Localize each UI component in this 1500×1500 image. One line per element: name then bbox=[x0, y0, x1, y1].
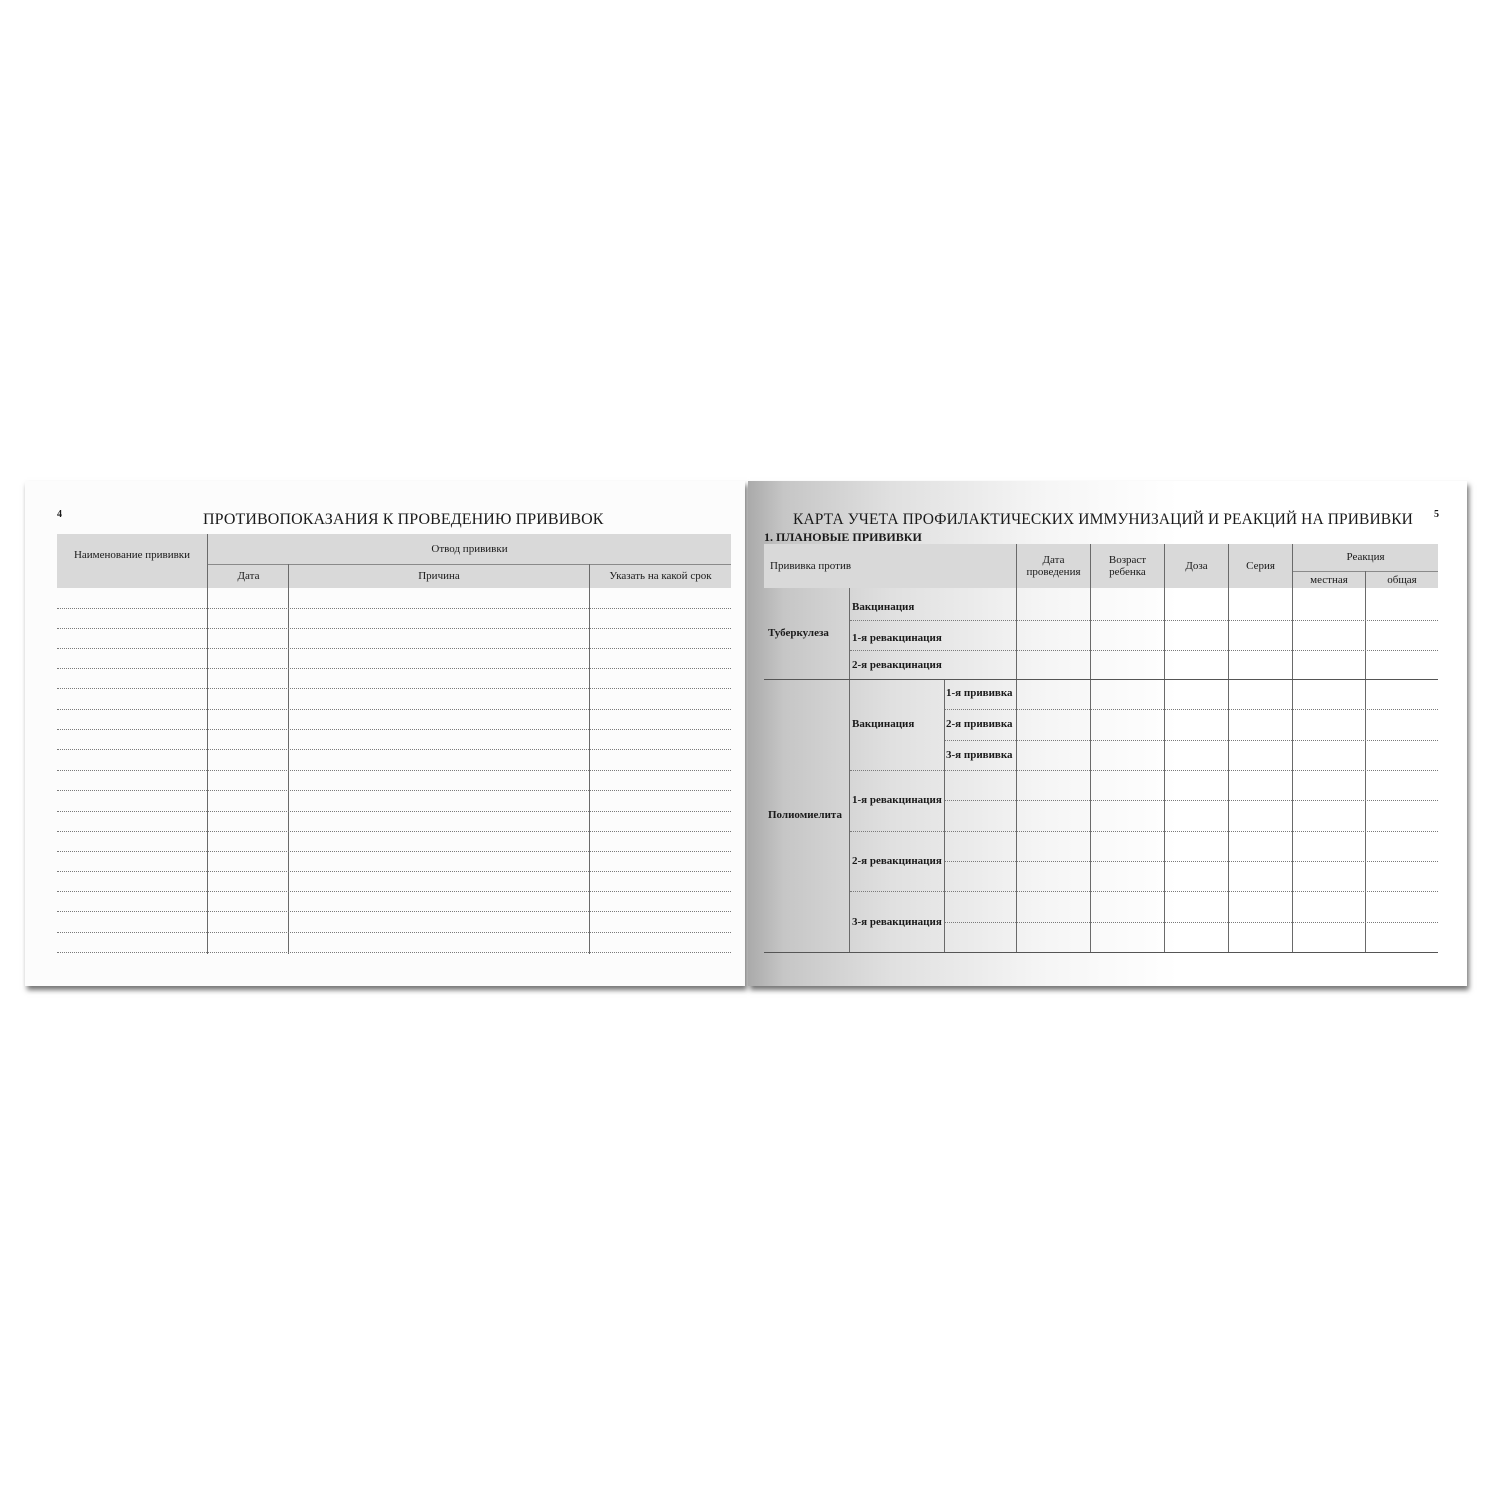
table-row[interactable] bbox=[57, 648, 731, 649]
table-row[interactable] bbox=[57, 932, 731, 933]
column-divider bbox=[944, 680, 945, 952]
page-number: 4 bbox=[57, 509, 62, 520]
table-row[interactable] bbox=[57, 831, 731, 832]
column-header-reaction: Реакция bbox=[1346, 551, 1385, 563]
row-label: 2-я ревакцинация bbox=[852, 659, 942, 671]
header-divider bbox=[208, 564, 731, 565]
row-label: 2-я ревакцинация bbox=[852, 855, 942, 867]
column-header-date: Дата bbox=[237, 570, 260, 582]
column-header-series: Серия bbox=[1246, 560, 1275, 572]
page-number: 5 bbox=[1434, 509, 1439, 520]
table-row[interactable] bbox=[57, 871, 731, 872]
section-divider bbox=[764, 679, 1438, 680]
table-row[interactable] bbox=[57, 608, 731, 609]
column-header-date: Дата проведения bbox=[1026, 554, 1081, 578]
table-row[interactable] bbox=[57, 628, 731, 629]
column-divider bbox=[1365, 571, 1366, 952]
table-row[interactable] bbox=[945, 800, 1438, 801]
table-row[interactable] bbox=[57, 770, 731, 771]
column-header-reason: Причина bbox=[418, 570, 460, 582]
right-page bbox=[748, 481, 1467, 986]
column-header-local: местная bbox=[1310, 574, 1348, 586]
column-header-general: общая bbox=[1387, 574, 1417, 586]
row-label-tuberculosis: Туберкулеза bbox=[768, 627, 829, 639]
column-header-vaccine-against: Прививка против bbox=[770, 560, 852, 572]
column-header-dose: Доза bbox=[1185, 560, 1208, 572]
table-row[interactable] bbox=[850, 650, 1438, 651]
table-row[interactable] bbox=[850, 770, 1438, 771]
table-row[interactable] bbox=[57, 668, 731, 669]
table-row[interactable] bbox=[57, 709, 731, 710]
column-divider bbox=[589, 564, 590, 954]
table-row[interactable] bbox=[57, 729, 731, 730]
table-row[interactable] bbox=[57, 688, 731, 689]
table-row[interactable] bbox=[945, 922, 1438, 923]
table-row[interactable] bbox=[945, 740, 1438, 741]
column-header-age: Возраст ребенка bbox=[1108, 554, 1147, 578]
section-title: 1. ПЛАНОВЫЕ ПРИВИВКИ bbox=[764, 530, 922, 544]
page-title: ПРОТИВОПОКАЗАНИЯ К ПРОВЕДЕНИЮ ПРИВИВОК bbox=[203, 511, 604, 528]
row-label: 1-я ревакцинация bbox=[852, 632, 942, 644]
row-label: 1-я прививка bbox=[946, 687, 1013, 699]
row-label: Вакцинация bbox=[852, 718, 915, 730]
row-label: 1-я ревакцинация bbox=[852, 794, 942, 806]
table-row[interactable] bbox=[57, 891, 731, 892]
column-header-term: Указать на какой срок bbox=[609, 570, 712, 582]
page-title: КАРТА УЧЕТА ПРОФИЛАКТИЧЕСКИХ ИММУНИЗАЦИЙ И РЕАКЦИЙ НА ПРИВИВКИ bbox=[793, 511, 1413, 528]
table-row[interactable] bbox=[945, 861, 1438, 862]
table-bottom bbox=[764, 952, 1438, 953]
table-row[interactable] bbox=[57, 749, 731, 750]
column-divider bbox=[288, 564, 289, 954]
table-row[interactable] bbox=[57, 952, 731, 953]
booklet-spread bbox=[25, 481, 1467, 986]
row-label-polio: Полиомиелита bbox=[768, 809, 842, 821]
table-row[interactable] bbox=[57, 851, 731, 852]
row-label: 2-я прививка bbox=[946, 718, 1013, 730]
table-row[interactable] bbox=[57, 911, 731, 912]
column-header-group: Отвод прививки bbox=[431, 543, 508, 555]
table-row[interactable] bbox=[57, 790, 731, 791]
row-label: 3-я прививка bbox=[946, 749, 1013, 761]
left-page bbox=[25, 481, 745, 986]
table-row[interactable] bbox=[57, 811, 731, 812]
table-row[interactable] bbox=[850, 831, 1438, 832]
column-header-name: Наименование прививки bbox=[73, 549, 191, 561]
table-row[interactable] bbox=[850, 891, 1438, 892]
row-label: Вакцинация bbox=[852, 601, 915, 613]
table-row[interactable] bbox=[850, 620, 1438, 621]
table-row[interactable] bbox=[945, 709, 1438, 710]
row-label: 3-я ревакцинация bbox=[852, 916, 942, 928]
